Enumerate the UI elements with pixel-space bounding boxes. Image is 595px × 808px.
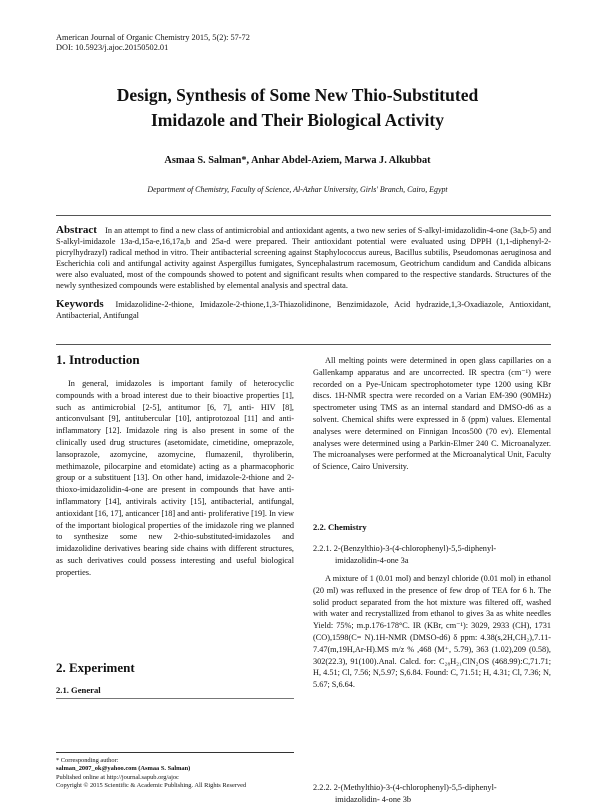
footnote bbox=[56, 757, 294, 791]
affiliation: Department of Chemistry, Faculty of Science, Al-Azhar University, Girls' Branch, Cairo, Egypt bbox=[147, 185, 448, 194]
footnote-email: salman_2007_ok@yahoo.com (Asmaa S. Salman) bbox=[56, 765, 191, 773]
experiment-heading: 2. Experiment bbox=[56, 660, 135, 675]
abstract-bottom-rule bbox=[56, 344, 551, 345]
general-body bbox=[313, 355, 551, 473]
abstract-text: In an attempt to find a new class of antimicrobial and antioxidant agents, a two new series of S-alkyl-imidazolidin-4-one (3a,b-5) and S-alkyl-imidazole 13a-d,15a-e,16,17a,b and 25a-d were prepared. Their antioxidant potential were evaluated using DPPH (1,1-diphenyl-2-picrylhydrazyl) radical method in vitro. Their antibacterial screening against Staphylococcus aureus, Bacillus subtilis, Pseudomonas aeruginosa and Escherichia coli and antifungal activity against Aspergillus fumigates, Syncephalastrum racemosum, Geotrichum candidum and Candida albicans were also evaluated, most of the compounds showed to potent and significant results when compared to the respective standards. Structures of the newly synthesized compounds were established by elemental analysis and spectral data. bbox=[56, 226, 551, 290]
general-paragraph: All melting points were determined in open glass capillaries on a Gallenkamp apparatus and are uncorrected. IR spectra (cm⁻¹) were recorded on a Pye-Unicam spectrophotometer type 1200 using KBr discs. 1H-NMR spectra were recorded on a Varian EM-390 (90MHz) spectrometer using TMS as an internal standard and DMSO-d6 as a solvent. Chemical shifts were expressed in δ (ppm) values. Elemental analyses were determined on Finnigan Incos500 (70 ev). Elemental analyses were determined using a Parkin-Elmer 240 C. Microanalyzer. The microanalyses were performed at the Microanalytical Unit, Faculty of Science, Cairo University. bbox=[313, 356, 551, 472]
paper-title bbox=[60, 83, 535, 133]
footnote-corresponding: * Corresponding author: bbox=[56, 757, 119, 764]
keywords-text: Imidazolidine-2-thione, Imidazole-2-thione,1,3-Thiazolidinone, Benzimidazole, Acid hydrazide,1,3-Oxadiazole, Antioxidant, Antibacterial, Antifungal bbox=[56, 300, 551, 320]
journal-header bbox=[56, 33, 250, 53]
chemistry-heading: 2.2. Chemistry bbox=[313, 522, 367, 532]
subsection-3a-body bbox=[313, 573, 551, 691]
subsection-3a-line-1: 2.2.1. 2-(Benzylthio)-3-(4-chlorophenyl)-5,5-diphenyl- bbox=[313, 544, 497, 553]
abstract-top-rule bbox=[56, 215, 551, 216]
journal-citation: American Journal of Organic Chemistry 2015, 5(2): 57-72 bbox=[56, 33, 250, 42]
subsection-heading-3a bbox=[313, 543, 551, 566]
title-line-2: Imidazole and Their Biological Activity bbox=[151, 110, 444, 130]
title-line-1: Design, Synthesis of Some New Thio-Substituted bbox=[116, 85, 479, 105]
intro-heading: 1. Introduction bbox=[56, 352, 140, 367]
section-rule bbox=[56, 698, 294, 699]
footnote-rule bbox=[56, 752, 294, 753]
author-list: Asmaa S. Salman*, Anhar Abdel-Aziem, Marwa J. Alkubbat bbox=[164, 155, 431, 166]
footnote-published: Published online at http://journal.sapub.org/ajoc bbox=[56, 773, 179, 781]
keywords-heading: Keywords bbox=[56, 298, 104, 310]
subsection-3b-line-2: imidazolidin- 4-one 3b bbox=[335, 794, 412, 804]
footnote-copyright: Copyright © 2015 Scientific & Academic Publishing. All Rights Reserved bbox=[56, 782, 247, 790]
intro-body bbox=[56, 378, 294, 579]
subsection-3a-paragraph: A mixture of 1 (0.01 mol) and benzyl chloride (0.01 mol) in ethanol (20 ml) was refluxed in the presence of few drop of TEA for 6 h. The solid product separated from the hot mixture was filtered off, washed with water and recrystallized from ethanol to gives 3a as white needles Yield: 75%; m.p.176-178°C. IR (KBr, cm⁻¹): 3029, 2933 (CH), 1731 (CO),1598(C= N).1H-NMR (DMSO-d6) δ ppm: 4.38(s,2H,CH₂),7.11-7.47(m,19H,Ar-H).MS m/z % ,468 (M⁺, 5.79), 363 (1.02),209 (0.58), 302(22.3), 91(100).Anal. Calcd. for: C₂₈H₂₁ClN₂OS (468.99):C,71.71; H, 4.51; Cl, 7.56; N,5.97; S,6.84. Found: C, 71.51; H, 4.31; Cl, 7.36; N, 5.67; S,6.64. bbox=[313, 574, 551, 690]
intro-paragraph: In general, imidazoles is important family of heterocyclic compounds with a broad interest due to their bioactive properties [1], such as antimicrobial [2-5], antitumor [6, 7], anti- HIV [8], anticonvulsant [9], antitubercular [10], antiprotozoal [11] and anti-inflammatory [12]. Imidazole ring is also present in some of the clinically used drug structures (asetomidate, cimetidine, omeprazole, lansoprazole, azomycine, azomycine, flumazenil, thyroliberin, methimazole, pilocarpine and etomidate) acting as a pharmacophoric group or a substituent [13]. On other hand, imidazole-2-thione and 2-thioxo-imidazolidin-4-one are present in compounds that have anti-inflammatory [14], antivirals activity [15], antibacterial, antifungal, antioxidant [16, 17], anticancer [18] and anti- proliferative [19]. In view of the important biological properties of the imidazole ring we planned to synthesize some new 2-thio-substituted-imidazoles and imidazolidine derivatives bearing side chains with different structures, as such derivatives could possess interesting and useful biological properties. bbox=[56, 379, 295, 577]
abstract-heading: Abstract bbox=[56, 224, 97, 236]
general-heading: 2.1. General bbox=[56, 685, 101, 695]
subsection-3b-line-1: 2.2.2. 2-(Methylthio)-3-(4-chlorophenyl)-5,5-diphenyl- bbox=[313, 783, 497, 792]
subsection-heading-3b bbox=[313, 782, 551, 805]
abstract-block bbox=[56, 225, 551, 321]
subsection-3a-line-2: imidazolidin-4-one 3a bbox=[335, 555, 409, 565]
doi: DOI: 10.5923/j.ajoc.20150502.01 bbox=[56, 43, 169, 52]
